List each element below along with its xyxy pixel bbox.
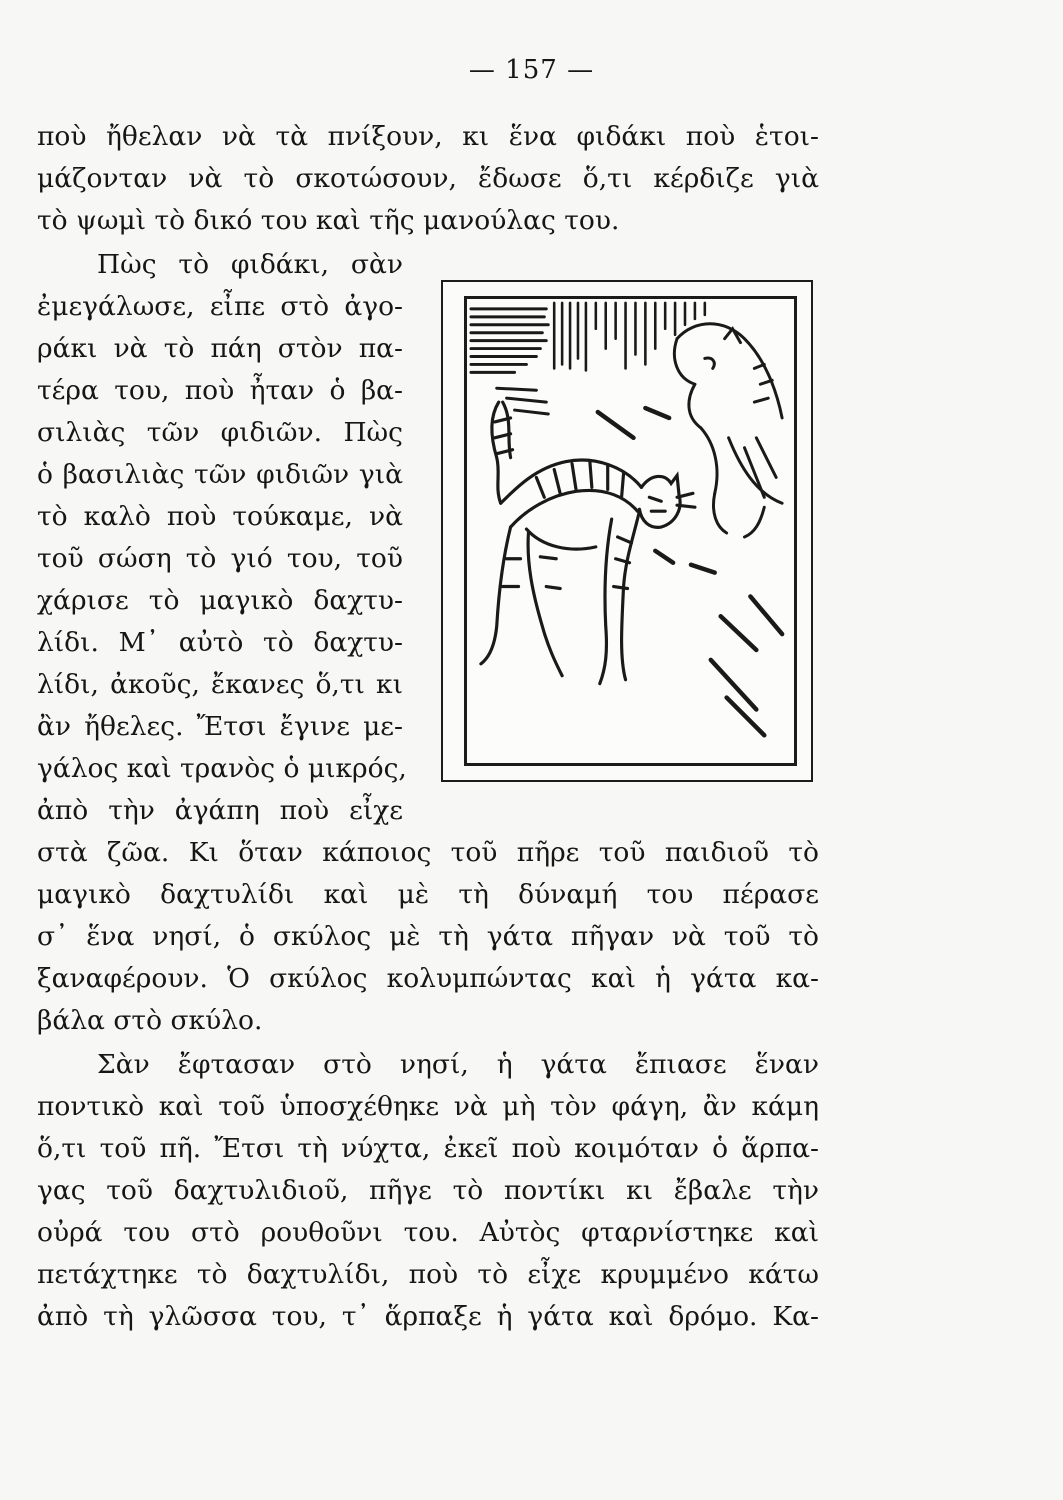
text-line: οὐρά του στὸ ρουθοῦνι του. Αὐτὸς φταρνίστηκε καὶ [37,1217,819,1248]
text-line: σιλιὰς τῶν φιδιῶν. Πὼς [37,417,403,448]
text-line: ποντικὸ καὶ τοῦ ὑποσχέθηκε νὰ μὴ τὸν φάγη, ἂν κάμη [37,1091,819,1122]
text-line: Σὰν ἔφτασαν στὸ νησί, ἡ γάτα ἔπιασε ἕναν [97,1049,819,1080]
text-line: τέρα του, ποὺ ἦταν ὁ βα- [37,375,403,406]
illustration-figure [441,280,813,782]
text-line: Πὼς τὸ φιδάκι, σὰν [97,249,403,280]
text-line: βάλα στὸ σκύλο. [37,1005,263,1036]
text-line: ὅ,τι τοῦ πῆ. Ἔτσι τὴ νύχτα, ἐκεῖ ποὺ κοιμόταν ὁ ἅρπα- [37,1133,819,1164]
text-line: μαγικὸ δαχτυλίδι καὶ μὲ τὴ δύναμή του πέρασε [37,879,819,910]
text-line: γας τοῦ δαχτυλιδιοῦ, πῆγε τὸ ποντίκι κι ἔβαλε τὴν [37,1175,819,1206]
text-line: ἀπὸ τὴ γλῶσσα του, τ᾽ ἅρπαξε ἡ γάτα καὶ δρόμο. Κα- [37,1301,819,1332]
text-line: ποὺ ἤθελαν νὰ τὰ πνίξουν, κι ἕνα φιδάκι ποὺ ἑτοι- [37,121,819,152]
text-line: ἀπὸ τὴν ἀγάπη ποὺ εἶχε [37,795,403,826]
text-line: ὁ βασιλιὰς τῶν φιδιῶν γιὰ [37,459,403,490]
text-line: γάλος καὶ τρανὸς ὁ μικρός, [37,753,407,784]
text-line: στὰ ζῶα. Κι ὅταν κάποιος τοῦ πῆρε τοῦ παιδιοῦ τὸ [37,837,819,868]
text-line: τὸ καλὸ ποὺ τούκαμε, νὰ [37,501,403,532]
text-line: μάζονταν νὰ τὸ σκοτώσουν, ἔδωσε ὅ,τι κέρδιζε γιὰ [37,163,819,194]
page-number: — 157 — [468,55,595,85]
text-line: ἂν ἤθελες. Ἔτσι ἔγινε με- [37,711,403,742]
text-line: πετάχτηκε τὸ δαχτυλίδι, ποὺ τὸ εἶχε κρυμμένο κάτω [37,1259,819,1290]
illustration-frame [464,296,797,766]
text-line: ξαναφέρουν. Ὁ σκύλος κολυμπώντας καὶ ἡ γάτα κα- [37,963,819,994]
text-line: σ᾽ ἕνα νησί, ὁ σκύλος μὲ τὴ γάτα πῆγαν νὰ τοῦ τὸ [37,921,819,952]
text-line: ράκι νὰ τὸ πάη στὸν πα- [37,333,403,364]
text-line: λίδι, ἀκοῦς, ἔκανες ὅ,τι κι [37,669,403,700]
text-line: τὸ ψωμὶ τὸ δικό του καὶ τῆς μανούλας του. [37,205,620,236]
text-line: τοῦ σώση τὸ γιό του, τοῦ [37,543,403,574]
text-line: χάρισε τὸ μαγικὸ δαχτυ- [37,585,403,616]
text-line: ἐμεγάλωσε, εἶπε στὸ ἀγο- [37,291,403,322]
cat-woodcut-illustration [467,299,794,763]
text-line: λίδι. Μ᾽ αὐτὸ τὸ δαχτυ- [37,627,403,658]
